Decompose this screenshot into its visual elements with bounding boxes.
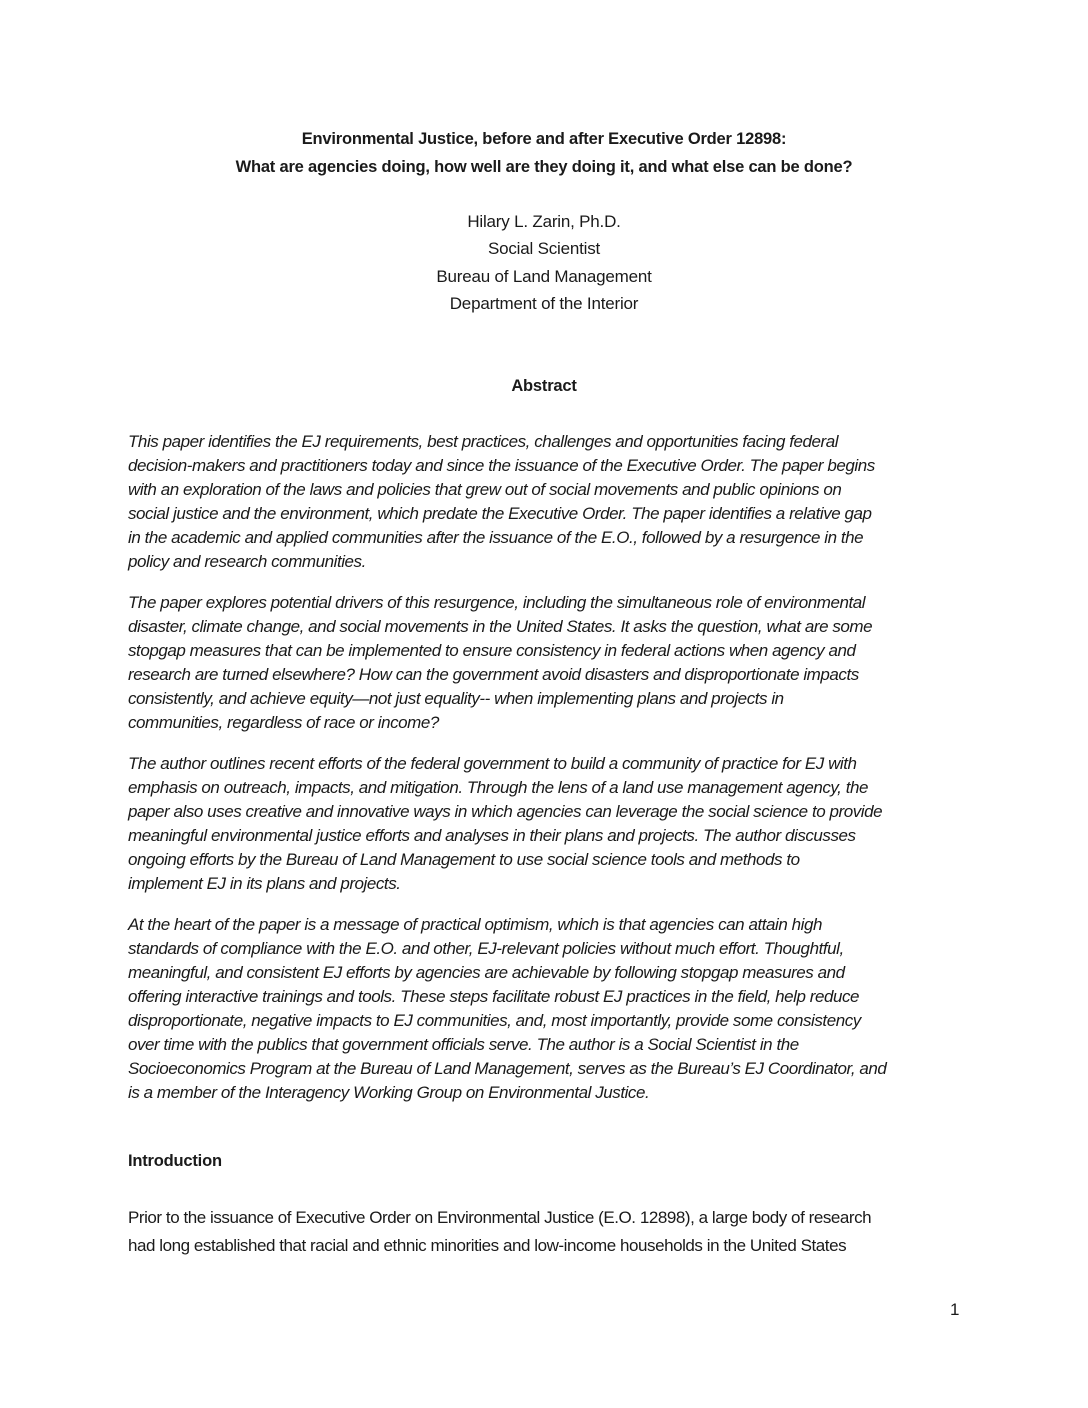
text-line: ongoing efforts by the Bureau of Land Management to use social science tools and methods to xyxy=(128,850,800,869)
introduction-heading: Introduction xyxy=(128,1152,222,1170)
text-line: At the heart of the paper is a message of practical optimism, which is that agencies can attain high xyxy=(128,915,822,934)
text-line: policy and research communities. xyxy=(128,552,366,571)
abstract-paragraph-4 xyxy=(128,913,988,1105)
text-line: stopgap measures that can be implemented to ensure consistency in federal actions when agency and xyxy=(128,641,856,660)
text-line: social justice and the environment, which predate the Executive Order. The paper identifies a relative gap xyxy=(128,504,872,523)
text-line: offering interactive trainings and tools. These steps facilitate robust EJ practices in the field, help reduce xyxy=(128,987,860,1006)
text-line: decision-makers and practitioners today and since the issuance of the Executive Order. The paper begins xyxy=(128,456,875,475)
title-line-1: Environmental Justice, before and after Executive Order 12898: xyxy=(301,130,787,148)
text-line: had long established that racial and ethnic minorities and low-income households in the United States xyxy=(128,1236,847,1255)
text-line: The paper explores potential drivers of this resurgence, including the simultaneous role of environmental xyxy=(128,593,866,612)
text-line: over time with the publics that government officials serve. The author is a Social Scientist in the xyxy=(128,1035,799,1054)
text-line: disproportionate, negative impacts to EJ communities, and, most importantly, provide some consistency xyxy=(128,1011,861,1030)
text-line: with an exploration of the laws and policies that grew out of social movements and public opinions on xyxy=(128,480,842,499)
text-line: emphasis on outreach, impacts, and mitigation. Through the lens of a land use management agency, the xyxy=(128,778,868,797)
abstract-paragraph-1 xyxy=(128,430,988,574)
author-organization: Bureau of Land Management xyxy=(436,267,652,286)
text-line: is a member of the Interagency Working Group on Environmental Justice. xyxy=(128,1083,650,1102)
title-line-2: What are agencies doing, how well are they doing it, and what else can be done? xyxy=(235,158,853,176)
text-line: in the academic and applied communities after the issuance of the E.O., followed by a resurgence in the xyxy=(128,528,864,547)
text-line: meaningful environmental justice efforts and analyses in their plans and projects. The author discusses xyxy=(128,826,856,845)
text-line: consistently, and achieve equity—not just equality-- when implementing plans and projects in xyxy=(128,689,784,708)
abstract-paragraph-2 xyxy=(128,591,988,735)
text-line: meaningful, and consistent EJ efforts by agencies are achievable by following stopgap measures and xyxy=(128,963,845,982)
text-line: The author outlines recent efforts of the federal government to build a community of practice for EJ with xyxy=(128,754,857,773)
text-line: communities, regardless of race or income? xyxy=(128,713,439,732)
text-line: Prior to the issuance of Executive Order on Environmental Justice (E.O. 12898), a large body of research xyxy=(128,1208,872,1227)
abstract-paragraph-3 xyxy=(128,752,988,896)
page-number: 1 xyxy=(950,1300,960,1319)
author-department: Department of the Interior xyxy=(449,294,639,313)
text-line: This paper identifies the EJ requirements, best practices, challenges and opportunities facing federal xyxy=(128,432,839,451)
text-line: disaster, climate change, and social movements in the United States. It asks the question, what are some xyxy=(128,617,873,636)
text-line: paper also uses creative and innovative ways in which agencies can leverage the social science to provide xyxy=(128,802,883,821)
text-line: implement EJ in its plans and projects. xyxy=(128,874,401,893)
author-role: Social Scientist xyxy=(487,239,601,258)
abstract-heading: Abstract xyxy=(511,377,577,395)
author-name: Hilary L. Zarin, Ph.D. xyxy=(467,212,621,231)
text-line: research are turned elsewhere? How can the government avoid disasters and disproportionate impacts xyxy=(128,665,859,684)
introduction-paragraph xyxy=(128,1204,988,1260)
text-line: Socioeconomics Program at the Bureau of Land Management, serves as the Bureau’s EJ Coordinator, and xyxy=(128,1059,887,1078)
text-line: standards of compliance with the E.O. and other, EJ-relevant policies without much effort. Thoughtful, xyxy=(128,939,844,958)
